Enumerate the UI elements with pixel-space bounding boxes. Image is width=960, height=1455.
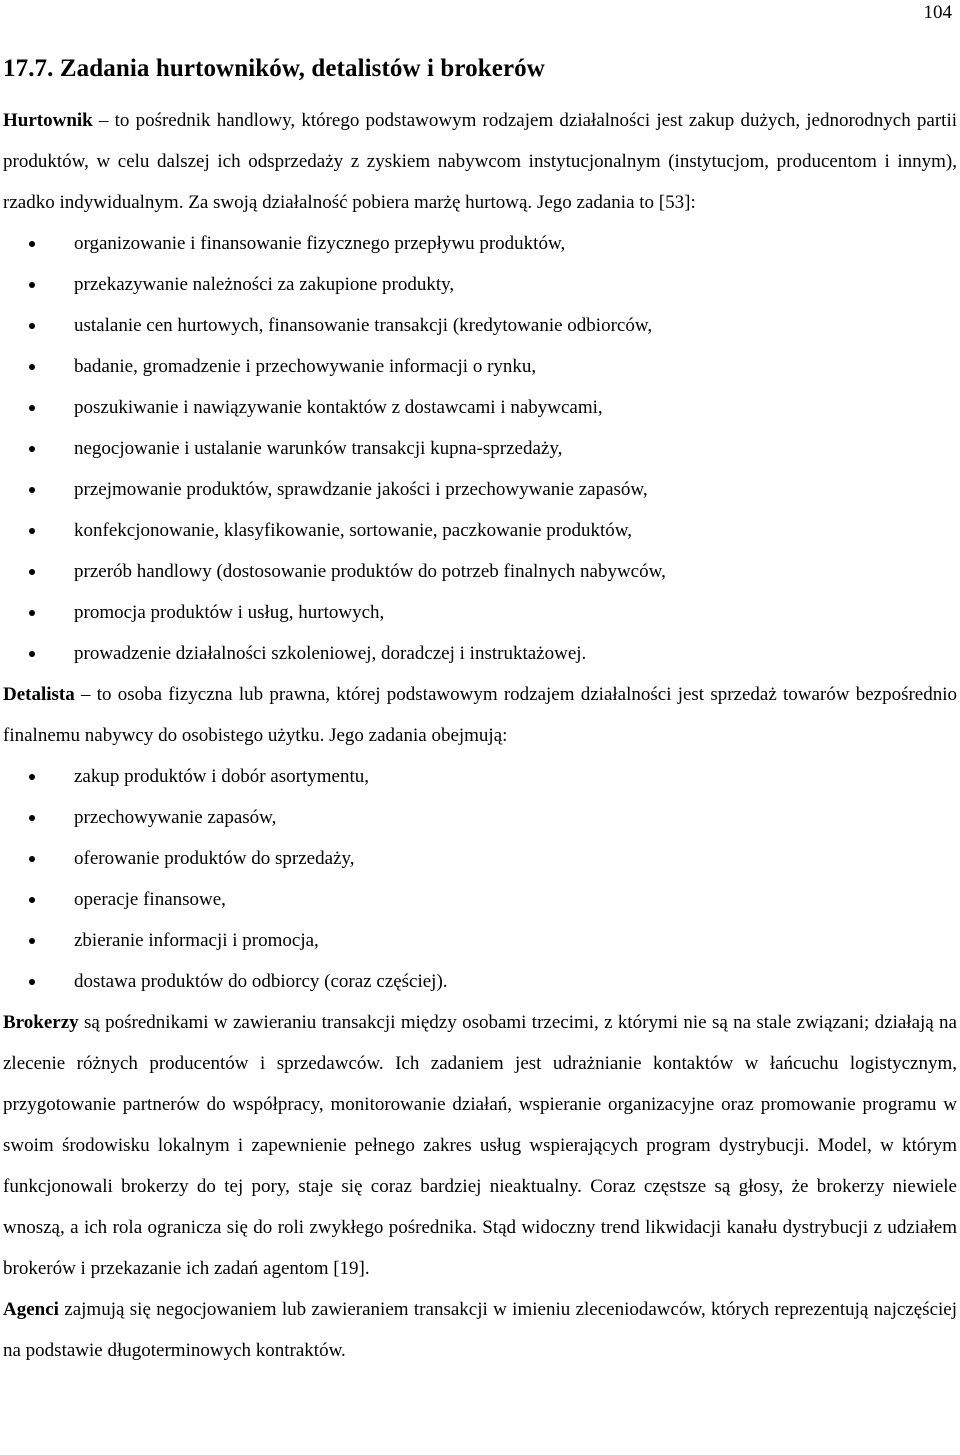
- brokerzy-paragraph: [3, 1002, 957, 1289]
- list-item-text: promocja produktów i usług, hurtowych,: [74, 602, 385, 623]
- list-item: [3, 264, 957, 305]
- detalista-task-list: [3, 756, 957, 1002]
- list-item-text: konfekcjonowanie, klasyfikowanie, sortowanie, paczkowanie produktów,: [74, 520, 633, 541]
- hurtownik-definition: [3, 100, 957, 223]
- list-item: [3, 797, 957, 838]
- agenci-term: Agenci: [3, 1299, 59, 1320]
- list-item: [3, 551, 957, 592]
- list-item-text: ustalanie cen hurtowych, finansowanie transakcji (kredytowanie odbiorców,: [74, 315, 653, 336]
- hurtownik-definition-text: – to pośrednik handlowy, którego podstawowym rodzajem działalności jest zakup dużych, jednorodnych partii produktów, w celu dalszej ich odsprzedaży z zyskiem nabywcom instytucjonalnym (instytucjom, producentom i innym), rzadko indywidualnym. Za swoją działalność pobiera marżę hurtową. Jego zadania to [53]:: [3, 110, 957, 213]
- bullet-icon: [29, 241, 35, 247]
- list-item: [3, 592, 957, 633]
- list-item: [3, 838, 957, 879]
- list-item: [3, 346, 957, 387]
- bullet-icon: [29, 364, 35, 370]
- page-number: 104: [923, 2, 952, 23]
- list-item: [3, 469, 957, 510]
- agenci-text: zajmują się negocjowaniem lub zawieraniem transakcji w imieniu zleceniodawców, których reprezentują najczęściej na podstawie długoterminowych kontraktów.: [3, 1299, 957, 1361]
- list-item-text: negocjowanie i ustalanie warunków transakcji kupna-sprzedaży,: [74, 438, 563, 459]
- brokerzy-term: Brokerzy: [3, 1012, 79, 1033]
- list-item: [3, 223, 957, 264]
- bullet-icon: [29, 897, 35, 903]
- list-item-text: prowadzenie działalności szkoleniowej, doradczej i instruktażowej.: [74, 643, 587, 664]
- hurtownik-term: Hurtownik: [3, 110, 93, 131]
- bullet-icon: [29, 569, 35, 575]
- agenci-paragraph: [3, 1289, 957, 1371]
- list-item-text: przekazywanie należności za zakupione produkty,: [74, 274, 455, 295]
- list-item: [3, 428, 957, 469]
- bullet-icon: [29, 405, 35, 411]
- bullet-icon: [29, 774, 35, 780]
- list-item-text: zakup produktów i dobór asortymentu,: [74, 766, 369, 787]
- bullet-icon: [29, 979, 35, 985]
- list-item-text: przechowywanie zapasów,: [74, 807, 277, 828]
- list-item: [3, 756, 957, 797]
- list-item-text: zbieranie informacji i promocja,: [74, 930, 319, 951]
- list-item: [3, 510, 957, 551]
- list-item-text: dostawa produktów do odbiorcy (coraz częściej).: [74, 971, 448, 992]
- bullet-icon: [29, 938, 35, 944]
- list-item: [3, 961, 957, 1002]
- bullet-icon: [29, 487, 35, 493]
- bullet-icon: [29, 323, 35, 329]
- list-item: [3, 879, 957, 920]
- list-item-text: przejmowanie produktów, sprawdzanie jakości i przechowywanie zapasów,: [74, 479, 648, 500]
- list-item-text: operacje finansowe,: [74, 889, 226, 910]
- list-item: [3, 633, 957, 674]
- detalista-term: Detalista: [3, 684, 75, 705]
- bullet-icon: [29, 651, 35, 657]
- list-item-text: przerób handlowy (dostosowanie produktów do potrzeb finalnych nabywców,: [74, 561, 666, 582]
- list-item-text: poszukiwanie i nawiązywanie kontaktów z dostawcami i nabywcami,: [74, 397, 603, 418]
- bullet-icon: [29, 528, 35, 534]
- hurtownik-task-list: [3, 223, 957, 674]
- document-body: [3, 52, 957, 1371]
- section-heading: 17.7. Zadania hurtowników, detalistów i brokerów: [3, 55, 545, 82]
- detalista-definition-text: – to osoba fizyczna lub prawna, której podstawowym rodzajem działalności jest sprzedaż towarów bezpośrednio finalnemu nabywcy do osobistego użytku. Jego zadania obejmują:: [3, 684, 957, 746]
- list-item: [3, 920, 957, 961]
- brokerzy-text: są pośrednikami w zawieraniu transakcji między osobami trzecimi, z którymi nie są na stale związani; działają na zlecenie różnych producentów i sprzedawców. Ich zadaniem jest udrażnianie kontaktów w łańcuchu logistycznym, przygotowanie partnerów do współpracy, monitorowanie działań, wspieranie organizacyjne oraz promowanie programu w swoim środowisku lokalnym i zapewnienie pełnego zakres usług wspierających program dystrybucji. Model, w którym funkcjonowali brokerzy do tej pory, staje się coraz bardziej nieaktualny. Coraz częstsze są głosy, że brokerzy niewiele wnoszą, a ich rola ogranicza się do roli zwykłego pośrednika. Stąd widoczny trend likwidacji kanału dystrybucji z udziałem brokerów i przekazanie ich zadań agentom [19].: [3, 1012, 957, 1279]
- list-item-text: badanie, gromadzenie i przechowywanie informacji o rynku,: [74, 356, 537, 377]
- list-item: [3, 305, 957, 346]
- bullet-icon: [29, 815, 35, 821]
- bullet-icon: [29, 446, 35, 452]
- detalista-definition: [3, 674, 957, 756]
- list-item: [3, 387, 957, 428]
- bullet-icon: [29, 610, 35, 616]
- list-item-text: oferowanie produktów do sprzedaży,: [74, 848, 355, 869]
- bullet-icon: [29, 856, 35, 862]
- bullet-icon: [29, 282, 35, 288]
- list-item-text: organizowanie i finansowanie fizycznego przepływu produktów,: [74, 233, 566, 254]
